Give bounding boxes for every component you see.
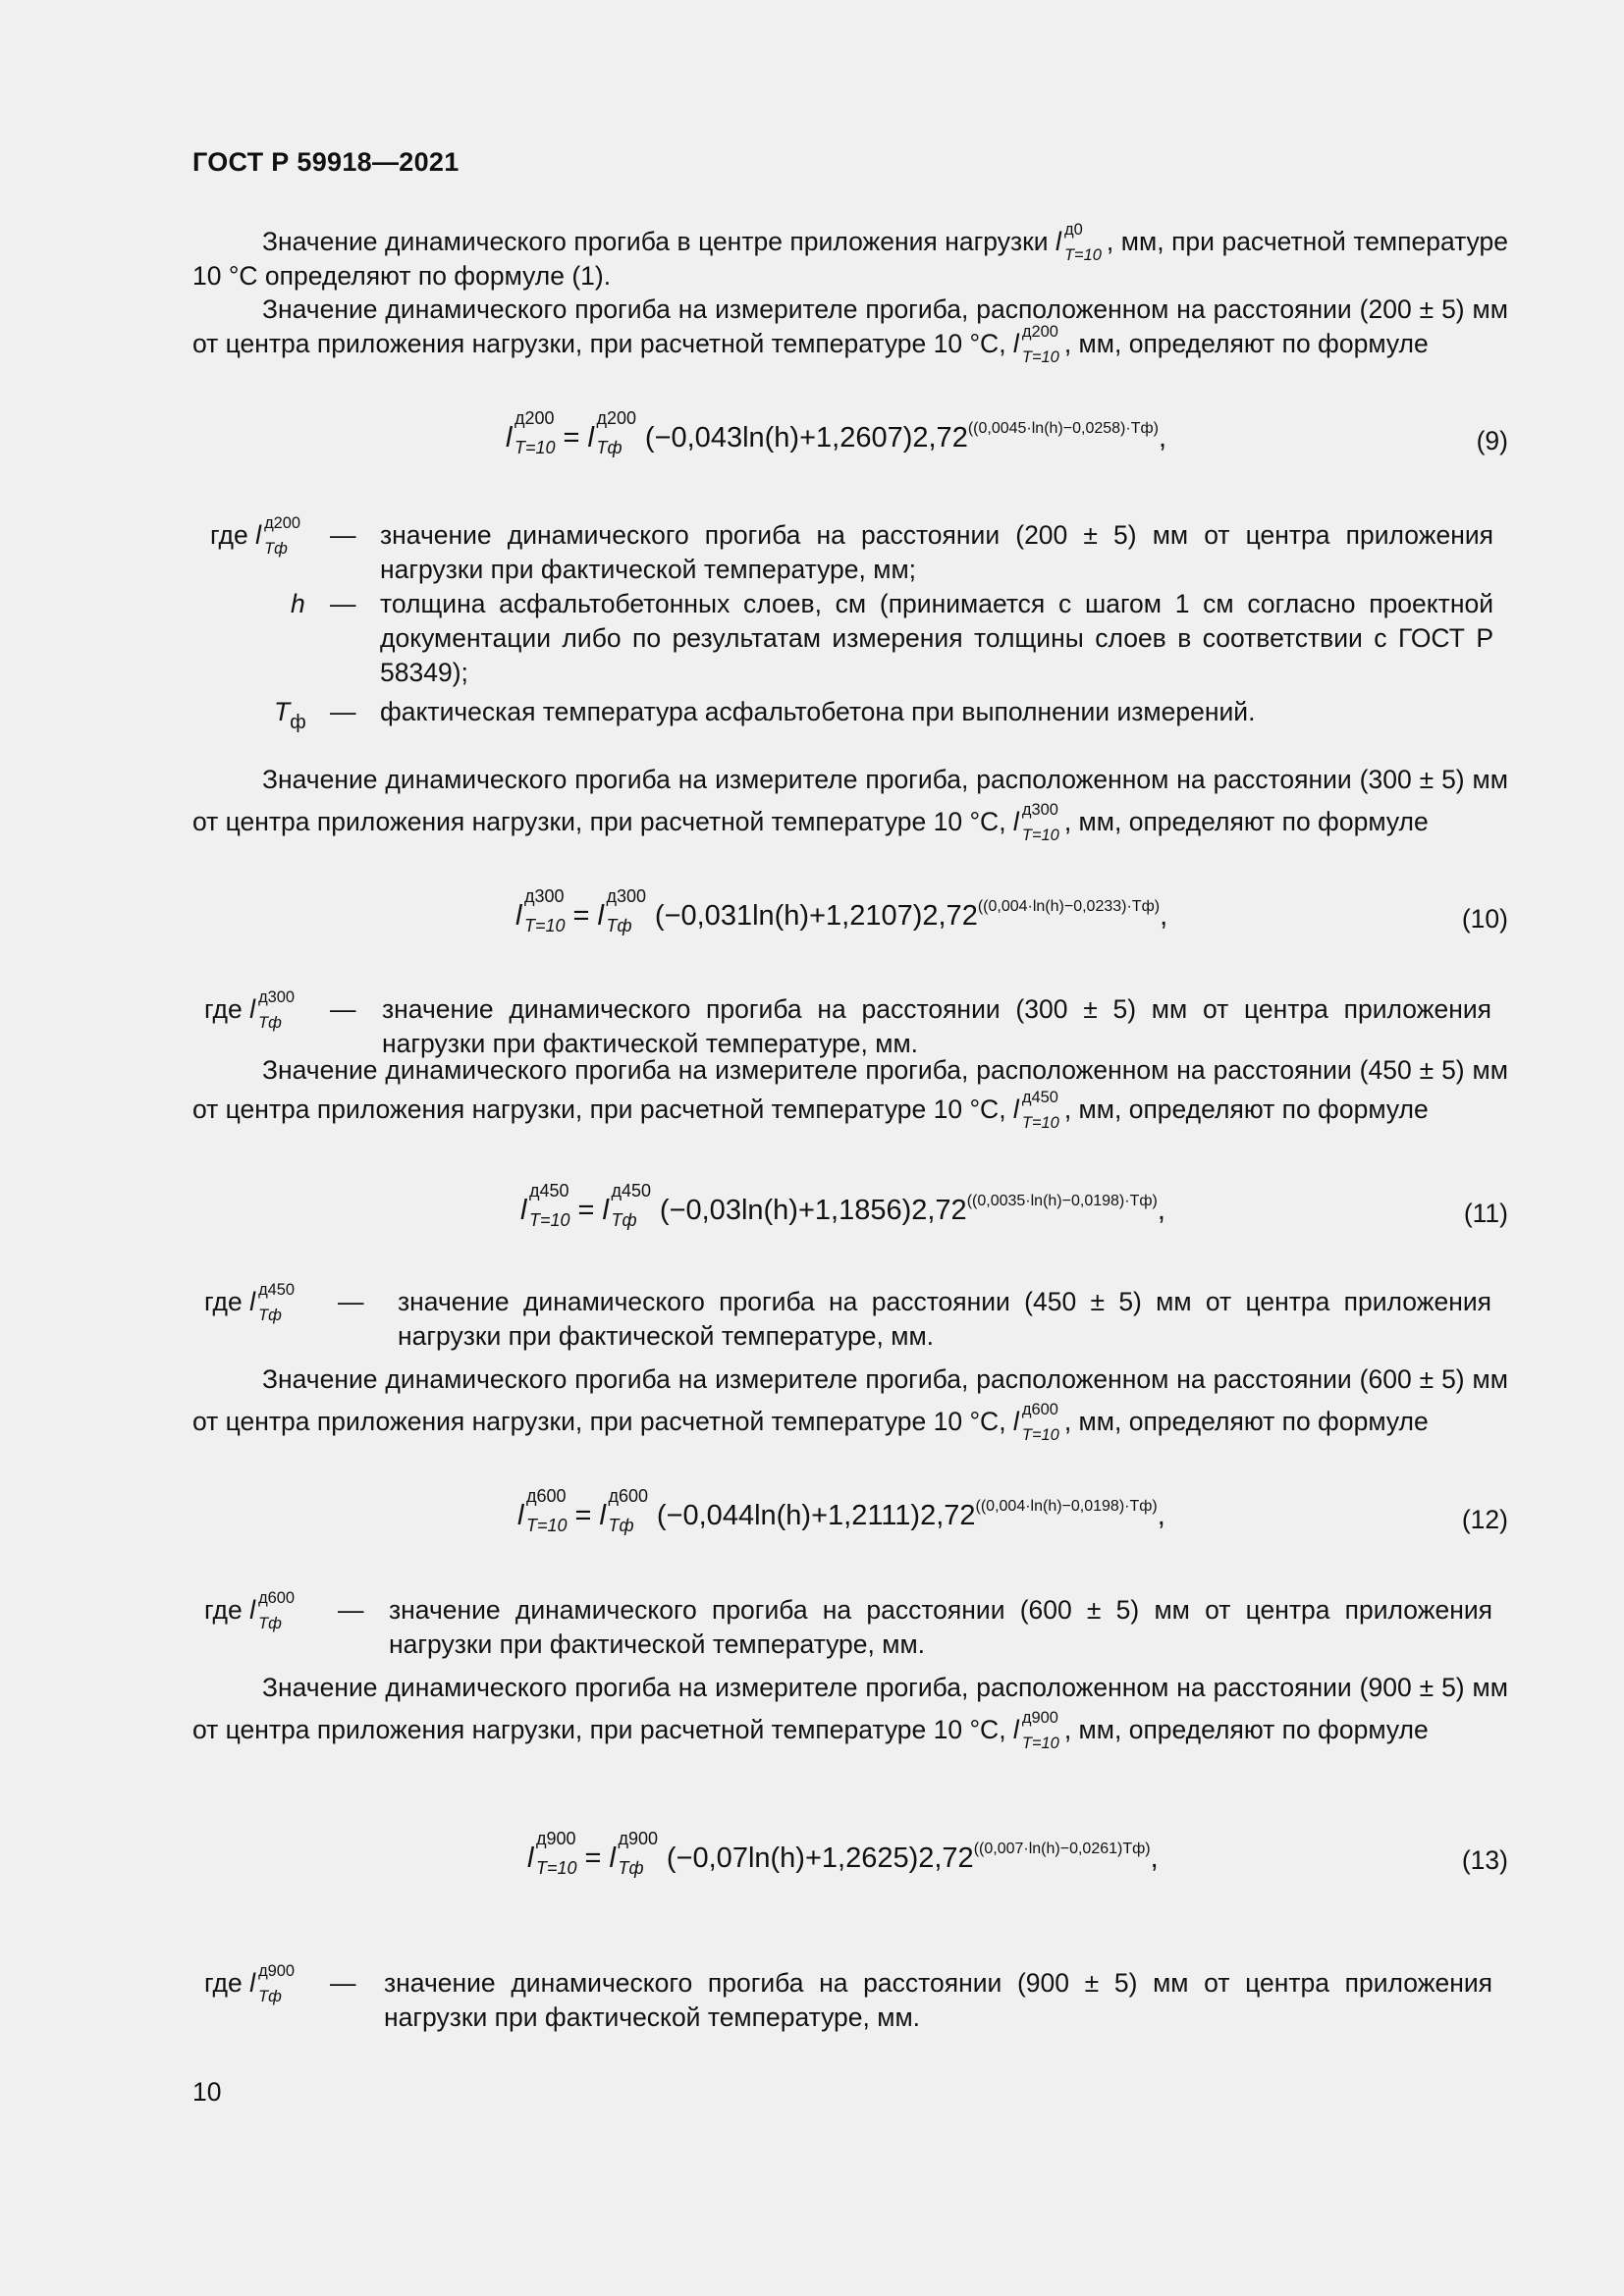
math-symbol: l д600 T=10	[1012, 1401, 1059, 1444]
where-label: где l д600 Tф	[204, 1589, 296, 1632]
where-label: где l д300 Tф	[204, 988, 296, 1032]
dash: —	[330, 994, 356, 1024]
definition: значение динамического прогиба на расстоянии (450 ± 5) мм от центра приложения нагрузки при фактической температуре, мм.	[398, 1287, 1491, 1351]
math-symbol: l д300 T=10	[1012, 801, 1059, 844]
where-label: где l д200 Tф	[210, 514, 301, 558]
equation-number: (9)	[1476, 426, 1508, 455]
dash: —	[330, 520, 356, 550]
formula-10: l д300 T=10 = l д300 Tф $(-0,031\ln(h)+1,2107)2,72^{((0,004\cdot ln(h)-0,0233)\cdot Tф)}$,	[515, 886, 1168, 935]
paragraph-text: Значение динамического прогиба на измерителе прогиба, расположенном на расстоянии (600 ± 5) мм от центра приложения нагрузки, при расчетной температуре 10 °С,	[192, 1364, 1508, 1436]
definition: фактическая температура асфальтобетона при выполнении измерений.	[380, 697, 1256, 726]
where-label: $T_ф$	[274, 697, 306, 733]
paragraph-text: , мм, определяют по формуле	[1063, 1407, 1429, 1436]
paragraph-text: Значение динамического прогиба на измерителе прогиба, расположенном на расстоянии (200 ± 5) мм от центра приложения нагрузки, при расчетной температуре 10 °С,	[192, 294, 1508, 358]
paragraph-text: Значение динамического прогиба на измерителе прогиба, расположенном на расстоянии (300 ± 5) мм от центра приложения нагрузки, при расчетной температуре 10 °С,	[192, 765, 1508, 836]
paragraph-4	[192, 1050, 1508, 1132]
equation-number: (10)	[1461, 904, 1508, 934]
page-number: 10	[192, 2077, 222, 2107]
paragraph-5	[192, 1359, 1508, 1443]
formula-11: l д450 T=10 = l д450 Tф $(-0,03\ln(h)+1,1856)2,72^{((0,0035\cdot ln(h)-0,0198)\cdot Tф)}$,	[520, 1181, 1165, 1230]
math-symbol: l д900 T=10	[1012, 1709, 1059, 1752]
paragraph-text: , мм, при расчетной температуре 10 °С определяют по формуле (1).	[192, 227, 1508, 291]
definition: значение динамического прогиба на расстоянии (300 ± 5) мм от центра приложения нагрузки при фактической температуре, мм.	[382, 994, 1491, 1058]
paragraph-2	[192, 293, 1508, 366]
dash: —	[338, 1595, 364, 1625]
dash: —	[338, 1287, 364, 1316]
paragraph-text: Значение динамического прогиба в центре приложения нагрузки	[262, 227, 1056, 256]
math-symbol: l д0 T=10	[1056, 221, 1102, 264]
document-header: ГОСТ Р 59918—2021	[192, 147, 460, 177]
paragraph-text: , мм, определяют по формуле	[1063, 1715, 1429, 1744]
definition: толщина асфальтобетонных слоев, см (принимается с шагом 1 см согласно проектной документации либо по результатам измерения толщины слоев в соответствии с ГОСТ Р 58349);	[380, 589, 1493, 687]
math-symbol: l д200 T=10	[1012, 323, 1059, 366]
definition: значение динамического прогиба на расстоянии (600 ± 5) мм от центра приложения нагрузки при фактической температуре, мм.	[389, 1595, 1492, 1659]
dash: —	[330, 589, 356, 618]
equation-number: (13)	[1461, 1845, 1508, 1875]
paragraph-6	[192, 1667, 1508, 1751]
where-label: h	[291, 589, 305, 618]
where-label: где l д900 Tф	[204, 1962, 296, 2005]
paragraph-text: Значение динамического прогиба на измерителе прогиба, расположенном на расстоянии (450 ± 5) мм от центра приложения нагрузки, при расчетной температуре 10 °С,	[192, 1055, 1508, 1124]
where-label: где l д450 Tф	[204, 1281, 296, 1324]
equation-number: (12)	[1461, 1505, 1508, 1534]
paragraph-text: , мм, определяют по формуле	[1063, 1095, 1429, 1124]
math-symbol: l д450 T=10	[1012, 1089, 1059, 1132]
paragraph-1	[192, 221, 1508, 294]
paragraph-text: , мм, определяют по формуле	[1063, 329, 1429, 358]
dash: —	[330, 697, 356, 726]
equation-number: (11)	[1463, 1199, 1508, 1228]
definition: значение динамического прогиба на расстоянии (200 ± 5) мм от центра приложения нагрузки при фактической температуре, мм;	[380, 520, 1493, 584]
definition: значение динамического прогиба на расстоянии (900 ± 5) мм от центра приложения нагрузки при фактической температуре, мм.	[384, 1968, 1492, 2032]
paragraph-text: Значение динамического прогиба на измерителе прогиба, расположенном на расстоянии (900 ± 5) мм от центра приложения нагрузки, при расчетной температуре 10 °С,	[192, 1673, 1508, 1744]
paragraph-text: , мм, определяют по формуле	[1063, 807, 1429, 836]
formula-12: l д600 T=10 = l д600 Tф $(-0,044\ln(h)+1,2111)2,72^{((0,004\cdot ln(h)-0,0198)\cdot Tф)}$,	[517, 1486, 1165, 1535]
formula-9: l д200 T=10 = l д200 Tф $(-0,043\ln(h)+1,2607)2,72^{((0,0045\cdot ln(h)-0,0258)\cdot Tф)}$,	[506, 408, 1167, 457]
dash: —	[330, 1968, 356, 1998]
paragraph-3	[192, 759, 1508, 843]
formula-13: l д900 T=10 = l д900 Tф $(-0,07\ln(h)+1,2625)2,72^{((0,007\cdot ln(h)-0,0261)Tф)}$,	[527, 1829, 1159, 1878]
